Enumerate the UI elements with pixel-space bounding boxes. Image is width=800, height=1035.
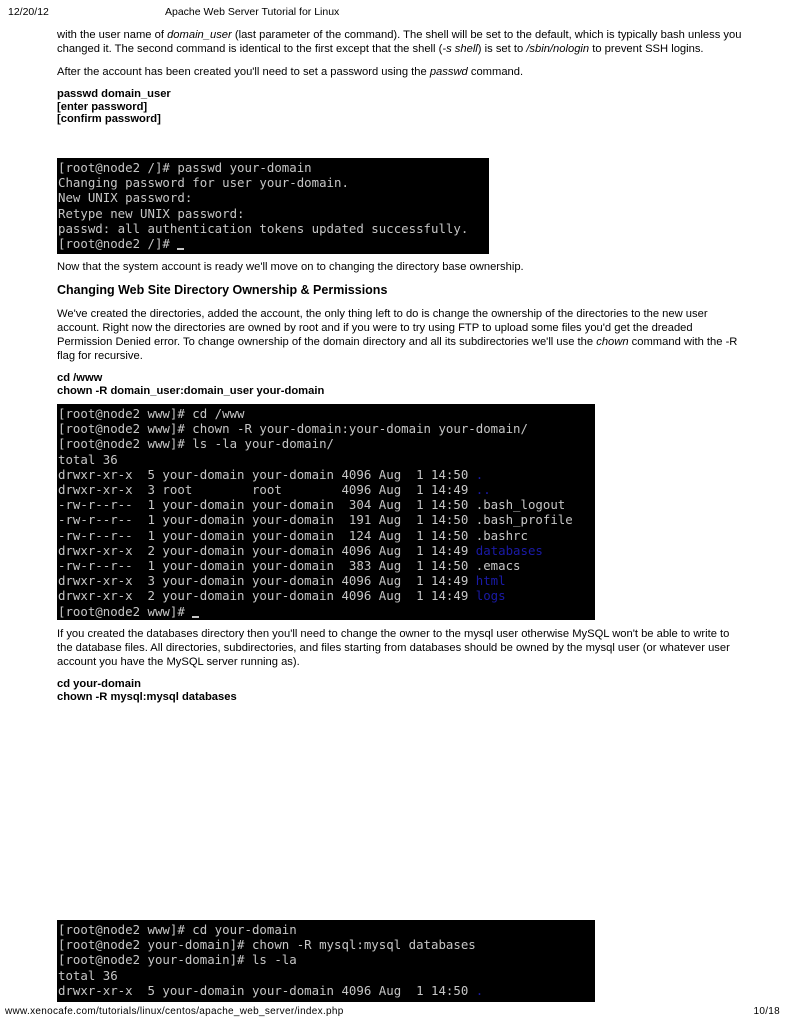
terminal-line: [root@node2 www]# cd your-domain: [58, 922, 297, 937]
command-line: chown -R domain_user:domain_user your-domain: [57, 384, 325, 397]
terminal-line: [root@node2 www]# ls -la your-domain/: [58, 436, 335, 452]
paragraph-ownership: We've created the directories, added the account, the only thing left to do is change the ownership of the directories to the new user account. Right now the directories are owned by root and if you were to try using FTP to upload some files you'd get the dreaded Permission Denied error. To change ownership of the domain directory and all its subdirectories we'll use the chown command with the -R flag for recursive.: [57, 308, 738, 362]
terminal-listing-row: -rw-r--r-- 1 your-domain your-domain 191 Aug 1 14:50 .bash_profile: [58, 512, 573, 528]
terminal-screenshot-mysql: [57, 920, 595, 1002]
directory-name: ..: [475, 482, 491, 498]
command-block-chown: [57, 372, 747, 397]
terminal-line: Changing password for user your-domain.: [58, 175, 349, 191]
terminal-listing-row: -rw-r--r-- 1 your-domain your-domain 124 Aug 1 14:50 .bashrc: [58, 527, 528, 543]
file-name: .bash_profile: [475, 512, 573, 528]
terminal-line: total 36: [58, 967, 118, 983]
directory-name: databases: [475, 542, 543, 558]
command-block-mysql: [57, 678, 747, 703]
terminal-listing-row: drwxr-xr-x 3 root root 4096 Aug 1 14:49 ..: [58, 482, 491, 498]
terminal-line: passwd: all authentication tokens updated successfully.: [58, 220, 469, 236]
directory-name: .: [475, 982, 484, 998]
terminal-line: [root@node2 /]#: [58, 236, 489, 251]
command-block-passwd: [57, 88, 747, 126]
file-name: .emacs: [475, 558, 521, 574]
terminal-line: New UNIX password:: [58, 190, 193, 206]
terminal-line: [root@node2 www]#: [58, 604, 595, 619]
terminal-cursor: [177, 248, 184, 250]
terminal-listing-row: drwxr-xr-x 5 your-domain your-domain 4096 Aug 1 14:50 .: [58, 466, 484, 482]
article-content-3: [57, 627, 747, 709]
article-content: [57, 28, 747, 132]
command-line: passwd domain_user: [57, 88, 171, 100]
terminal-screenshot-chown: [57, 404, 595, 620]
paragraph-ready: Now that the system account is ready we'll move on to changing the directory base ownership.: [57, 261, 524, 273]
command-line: [enter password]: [57, 100, 148, 113]
file-name: .bashrc: [475, 527, 528, 543]
terminal-line: total 36: [58, 451, 118, 467]
command-line: cd your-domain: [57, 678, 141, 690]
directory-name: logs: [475, 588, 506, 604]
directory-name: .: [475, 466, 484, 482]
terminal-screenshot-passwd: [57, 158, 489, 254]
command-line: [confirm password]: [57, 113, 161, 125]
terminal-line: Retype new UNIX password:: [58, 205, 245, 221]
command-line: chown -R mysql:mysql databases: [57, 690, 237, 703]
terminal-listing-row: -rw-r--r-- 1 your-domain your-domain 383 Aug 1 14:50 .emacs: [58, 558, 521, 574]
article-content-2: [57, 260, 747, 403]
paragraph-user-shell: with the user name of domain_user (last parameter of the command). The shell will be set to the default, which is typically bash unless you changed it. The second command is identical to the first except that the shell (-s shell) is set to /sbin/nologin to prevent SSH logins.: [57, 29, 742, 55]
terminal-line: [root@node2 www]# cd /www: [58, 406, 245, 421]
terminal-listing-row: drwxr-xr-x 5 your-domain your-domain 4096 Aug 1 14:50 .: [58, 982, 484, 998]
terminal-line: [root@node2 /]# passwd your-domain: [58, 160, 312, 175]
terminal-cursor: [192, 616, 199, 618]
section-heading: Changing Web Site Directory Ownership & Permissions: [57, 283, 388, 297]
terminal-line: [root@node2 your-domain]# ls -la: [58, 952, 297, 968]
directory-name: html: [475, 573, 506, 589]
page-url: www.xenocafe.com/tutorials/linux/centos/apache_web_server/index.php: [5, 1006, 344, 1017]
terminal-listing-row: -rw-r--r-- 1 your-domain your-domain 304 Aug 1 14:50 .bash_logout: [58, 497, 566, 513]
print-header: [0, 6, 800, 20]
terminal-listing-row: drwxr-xr-x 2 your-domain your-domain 4096 Aug 1 14:49 databases: [58, 542, 543, 558]
command-line: cd /www: [57, 372, 103, 384]
paragraph-set-password: After the account has been created you'll need to set a password using the passwd command.: [57, 66, 524, 78]
page-number: 10/18: [753, 1006, 780, 1017]
terminal-line: [root@node2 your-domain]# chown -R mysql:mysql databases: [58, 937, 476, 953]
terminal-line: [root@node2 www]# chown -R your-domain:your-domain your-domain/: [58, 421, 528, 437]
print-date: 12/20/12: [8, 6, 49, 18]
terminal-listing-row: drwxr-xr-x 3 your-domain your-domain 4096 Aug 1 14:49 html: [58, 573, 506, 589]
paragraph-databases: If you created the databases directory then you'll need to change the owner to the mysql user otherwise MySQL won't be able to write to the database files. All directories, subdirectories, and files starting from databases should be owned by the mysql user (or whatever user account you have the MySQL server running as).: [57, 628, 730, 668]
terminal-listing-row: drwxr-xr-x 2 your-domain your-domain 4096 Aug 1 14:49 logs: [58, 588, 506, 604]
file-name: .bash_logout: [475, 497, 566, 513]
print-title: Apache Web Server Tutorial for Linux: [165, 6, 340, 18]
